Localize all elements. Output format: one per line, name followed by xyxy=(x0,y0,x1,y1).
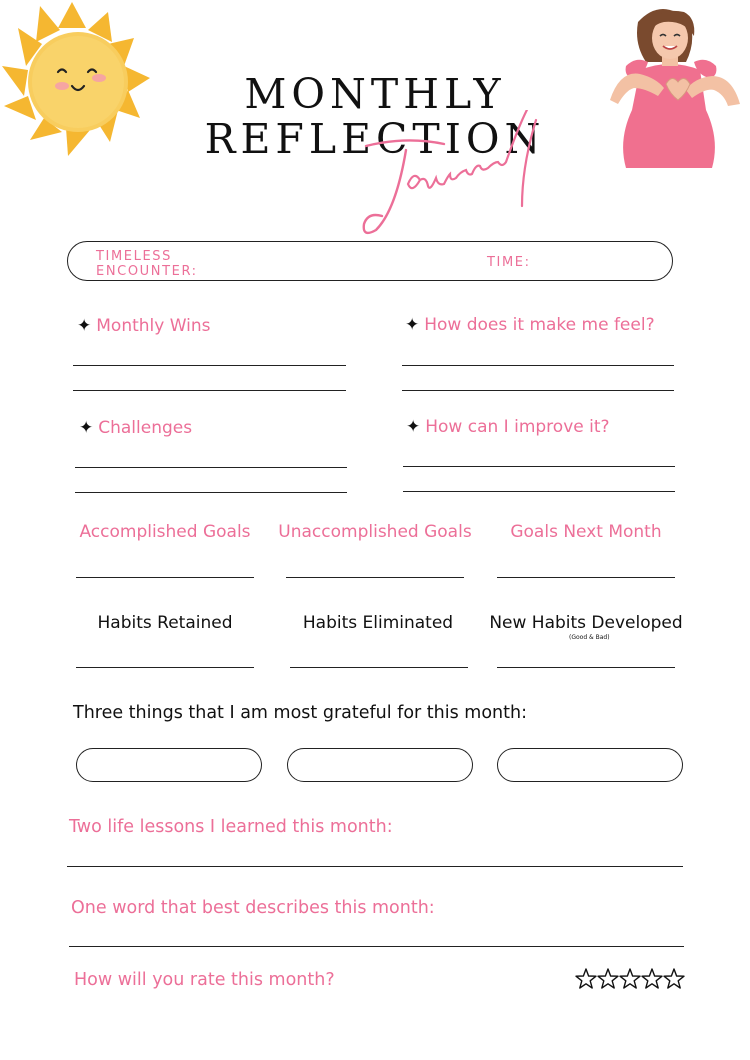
journal-script-title xyxy=(346,110,576,240)
improve-label: ✦ How can I improve it? xyxy=(406,417,610,437)
habits-eliminated-label: Habits Eliminated xyxy=(302,613,454,633)
monthly-wins-line-1[interactable] xyxy=(73,365,346,366)
accomplished-goals-label: Accomplished Goals xyxy=(79,522,251,542)
star-icon xyxy=(664,969,684,988)
gratitude-box-1[interactable] xyxy=(76,748,262,782)
challenges-line-1[interactable] xyxy=(75,467,347,468)
life-lessons-line[interactable] xyxy=(67,866,683,867)
gratitude-prompt: Three things that I am most grateful for this month: xyxy=(73,703,527,723)
star-rating[interactable] xyxy=(575,967,685,993)
gratitude-box-2[interactable] xyxy=(287,748,473,782)
life-lessons-prompt: Two life lessons I learned this month: xyxy=(69,817,393,837)
one-word-line[interactable] xyxy=(69,946,684,947)
unaccomplished-goals-line[interactable] xyxy=(286,577,464,578)
gratitude-box-3[interactable] xyxy=(497,748,683,782)
challenges-label: ✦ Challenges xyxy=(79,418,193,438)
feel-label: ✦ How does it make me feel? xyxy=(405,315,655,335)
one-word-prompt: One word that best describes this month: xyxy=(71,898,435,918)
rating-prompt: How will you rate this month? xyxy=(74,970,335,990)
star-icon xyxy=(598,969,618,988)
improve-line-2[interactable] xyxy=(403,491,675,492)
sparkle-icon: ✦ xyxy=(77,316,92,336)
page-title-line2: REFLECTION xyxy=(204,115,546,163)
monthly-wins-line-2[interactable] xyxy=(73,390,346,391)
sparkle-icon: ✦ xyxy=(79,418,94,438)
unaccomplished-goals-label: Unaccomplished Goals xyxy=(278,522,472,542)
sparkle-icon: ✦ xyxy=(406,417,421,437)
habits-retained-label: Habits Retained xyxy=(97,613,233,633)
habits-retained-line[interactable] xyxy=(76,667,254,668)
feel-line-2[interactable] xyxy=(402,390,674,391)
page-title-line1: MONTHLY xyxy=(244,70,506,118)
habits-eliminated-line[interactable] xyxy=(290,667,468,668)
star-icon xyxy=(642,969,662,988)
time-label: TIME: xyxy=(487,255,531,270)
sparkle-icon: ✦ xyxy=(405,315,420,335)
new-habits-developed-line[interactable] xyxy=(497,667,675,668)
challenges-line-2[interactable] xyxy=(75,492,347,493)
star-icon xyxy=(620,969,640,988)
feel-line-1[interactable] xyxy=(402,365,674,366)
good-bad-note: (Good & Bad) xyxy=(569,634,610,641)
timeless-encounter-label: TIMELESS ENCOUNTER: xyxy=(96,249,198,279)
accomplished-goals-line[interactable] xyxy=(76,577,254,578)
goals-next-month-label: Goals Next Month xyxy=(510,522,662,542)
star-icon xyxy=(576,969,596,988)
monthly-wins-label: ✦ Monthly Wins xyxy=(77,316,211,336)
improve-line-1[interactable] xyxy=(403,466,675,467)
new-habits-developed-label: New Habits Developed xyxy=(489,613,683,633)
goals-next-month-line[interactable] xyxy=(497,577,675,578)
